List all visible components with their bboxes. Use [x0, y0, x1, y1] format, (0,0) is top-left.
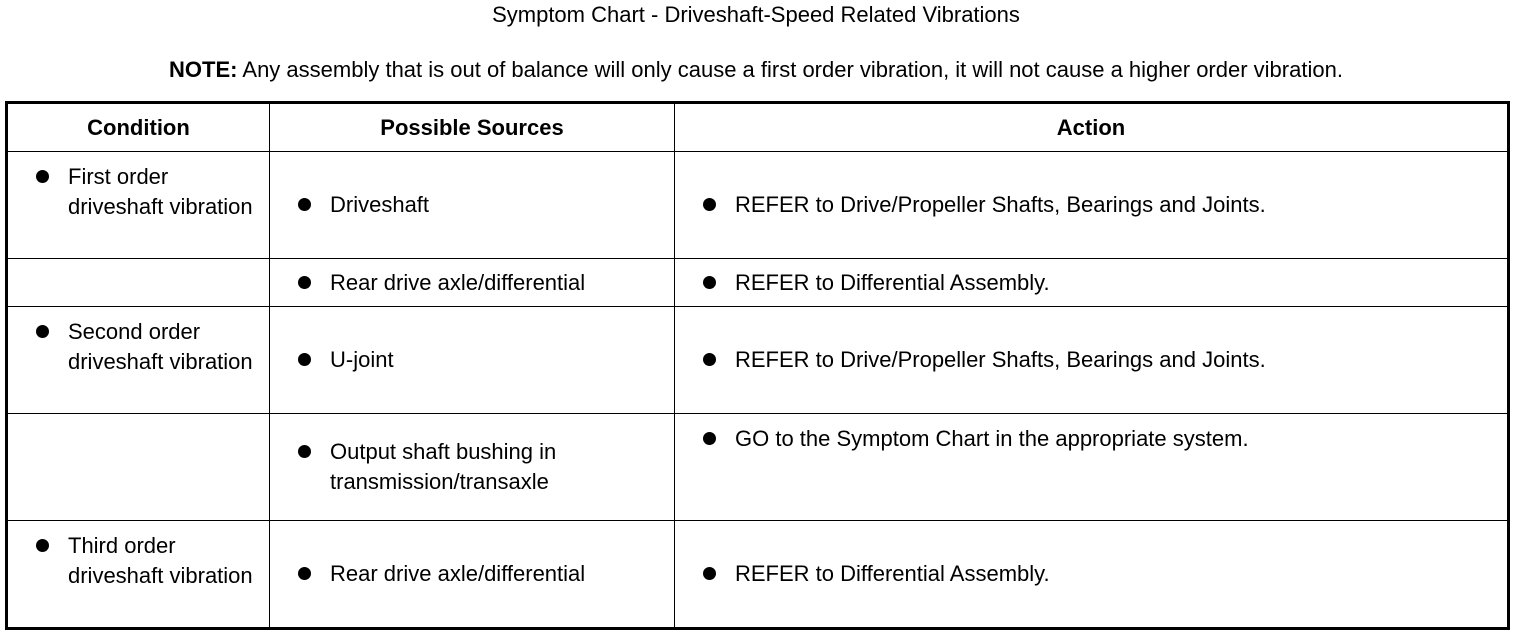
bullet-icon: [36, 170, 49, 183]
bullet-icon: [298, 445, 311, 458]
action-text: REFER to Drive/Propeller Shafts, Bearings and Joints.: [735, 192, 1266, 217]
source-cell: [270, 152, 675, 259]
condition-text: First order driveshaft vibration: [68, 164, 253, 219]
header-possible-sources: Possible Sources: [270, 103, 675, 152]
bullet-icon: [36, 539, 49, 552]
bullet-icon: [703, 198, 716, 211]
bullet-icon: [703, 276, 716, 289]
source-text: Output shaft bushing in transmission/transaxle: [330, 439, 557, 494]
bullet-icon: [703, 432, 716, 445]
condition-cell: [7, 307, 270, 414]
source-cell: [270, 307, 675, 414]
action-text: REFER to Differential Assembly.: [735, 269, 1050, 295]
table-row: [7, 152, 1509, 259]
note: [0, 57, 1512, 83]
action-cell: [675, 414, 1509, 521]
action-cell: [675, 152, 1509, 259]
table-row: [7, 521, 1509, 629]
table-row: [7, 259, 1509, 307]
condition-cell: [7, 259, 270, 307]
bullet-icon: [298, 567, 311, 580]
source-cell: [270, 414, 675, 521]
condition-cell: [7, 521, 270, 629]
source-text: Rear drive axle/differential: [330, 561, 586, 586]
table-row: [7, 414, 1509, 521]
source-cell: [270, 259, 675, 307]
table-row: [7, 307, 1509, 414]
bullet-icon: [36, 325, 49, 338]
condition-cell: [7, 152, 270, 259]
action-text: REFER to Drive/Propeller Shafts, Bearings and Joints.: [735, 347, 1266, 372]
source-text: U-joint: [330, 347, 394, 372]
note-label: NOTE:: [169, 57, 238, 82]
action-cell: [675, 307, 1509, 414]
source-cell: [270, 521, 675, 629]
condition-text: Second order driveshaft vibration: [68, 319, 253, 374]
header-condition: Condition: [7, 103, 270, 152]
action-text: GO to the Symptom Chart in the appropriate system.: [735, 426, 1249, 451]
bullet-icon: [703, 353, 716, 366]
bullet-icon: [703, 567, 716, 580]
header-row: [7, 103, 1509, 152]
note-text: Any assembly that is out of balance will only cause a first order vibration, it will not cause a higher order vibration.: [237, 57, 1343, 82]
condition-text: Third order driveshaft vibration: [68, 533, 253, 588]
source-text: Driveshaft: [330, 192, 430, 217]
bullet-icon: [298, 198, 311, 211]
header-action: Action: [675, 103, 1509, 152]
symptom-table: [5, 101, 1510, 630]
action-cell: [675, 259, 1509, 307]
action-text: REFER to Differential Assembly.: [735, 561, 1050, 586]
page-title: Symptom Chart - Driveshaft-Speed Related Vibrations: [492, 2, 1020, 27]
bullet-icon: [298, 353, 311, 366]
action-cell: [675, 521, 1509, 629]
bullet-icon: [298, 276, 311, 289]
source-text: Rear drive axle/differential: [330, 269, 586, 295]
condition-cell: [7, 414, 270, 521]
